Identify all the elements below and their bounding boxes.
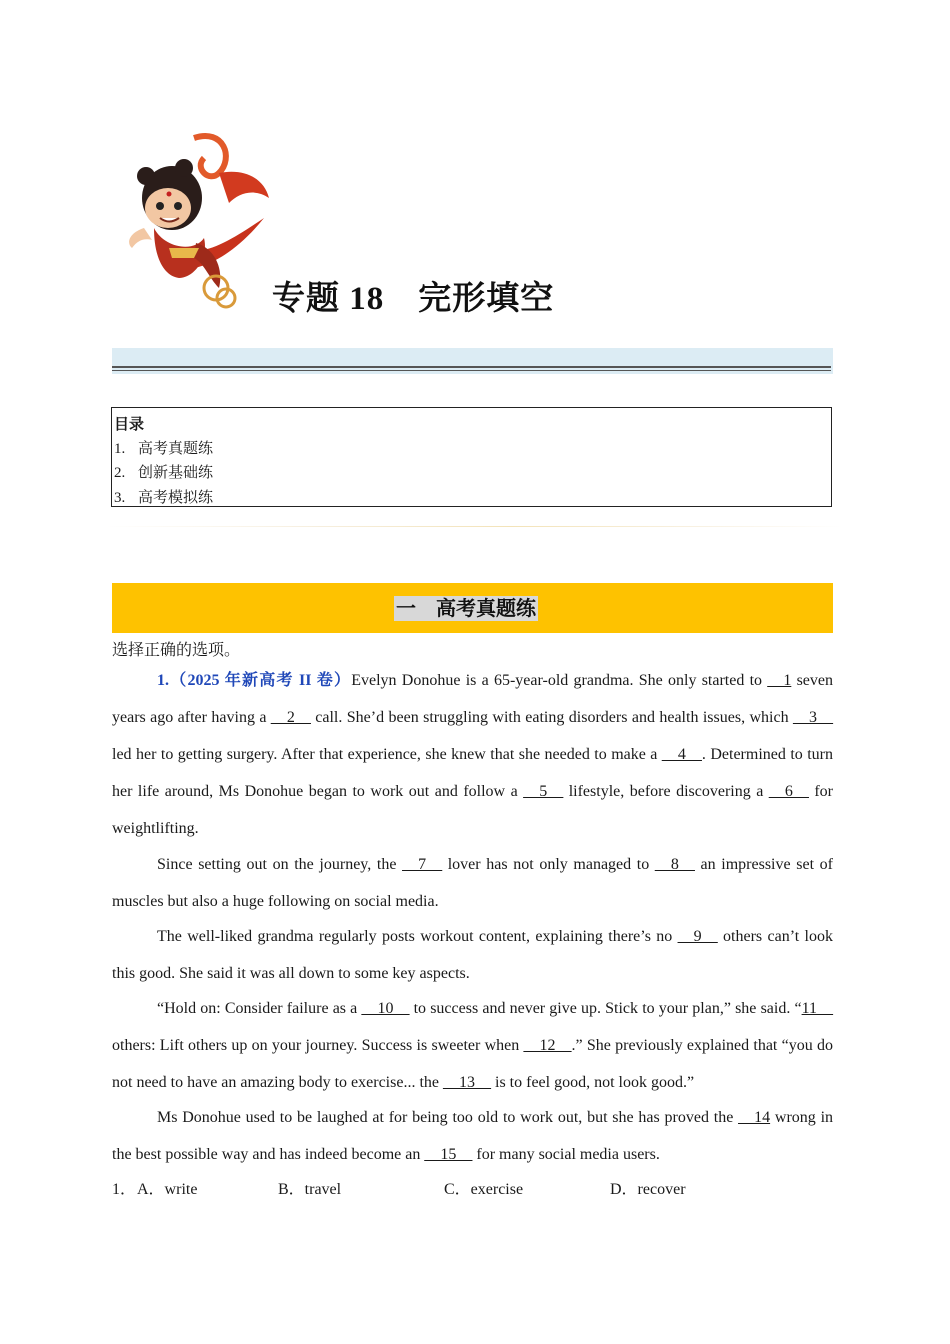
title-divider-thin [112, 370, 831, 371]
blank[interactable]: __9__ [677, 928, 718, 945]
passage-paragraph [112, 1099, 833, 1173]
passage-text: call. She’d been struggling with eating disorders and health issues, which [310, 709, 794, 726]
question-number: 1. [157, 672, 169, 689]
section-separator [105, 526, 843, 527]
toc-item-number: 2. [114, 465, 126, 482]
passage-text: “Hold on: Consider failure as a [157, 1000, 362, 1017]
passage-paragraph [112, 918, 833, 992]
passage-text: is to feel good, not look good.” [491, 1074, 695, 1091]
page-title: 专题 18 完形填空 [272, 281, 555, 317]
blank[interactable]: __4__ [661, 746, 702, 763]
blank[interactable]: __2__ [270, 709, 311, 726]
toc-heading: 目录 [114, 415, 145, 433]
option-a[interactable]: A．write [137, 1181, 198, 1198]
blank[interactable]: __12__ [523, 1037, 572, 1054]
toc-item-number: 3. [114, 489, 126, 506]
blank[interactable]: __14 [738, 1109, 771, 1126]
toc-item-label: 创新基础练 [138, 465, 214, 482]
passage-text: seven years ago after having a [112, 672, 833, 726]
blank[interactable]: __7__ [402, 856, 443, 873]
passage-text: led her to getting surgery. After that experience, she knew that she needed to make a [112, 746, 662, 763]
blank[interactable]: __1 [767, 672, 792, 689]
passage-text: lifestyle, before discovering a [563, 783, 769, 800]
nezha-mascot-icon [124, 128, 272, 310]
blank[interactable]: __10__ [361, 1000, 410, 1017]
passage-text: for weightlifting. [112, 783, 833, 837]
blank[interactable]: __15__ [424, 1146, 473, 1163]
blank[interactable]: __3__ [793, 709, 834, 726]
passage-text: for many social media users. [472, 1146, 660, 1163]
passage-text: to success and never give up. Stick to your plan,” she said. “ [409, 1000, 802, 1017]
question-source: （2025 年新高考 II 卷） [169, 672, 352, 689]
passage-text: wrong in the best possible way and has indeed become an [112, 1109, 834, 1163]
toc-item[interactable] [114, 461, 831, 486]
toc-item-label: 高考真题练 [138, 440, 214, 457]
option-b[interactable]: B．travel [278, 1181, 342, 1198]
blank[interactable]: __5__ [523, 783, 564, 800]
table-of-contents [111, 407, 832, 507]
passage-text: lover has not only managed to [442, 856, 655, 873]
option-c[interactable]: C．exercise [444, 1181, 524, 1198]
instruction-text: 选择正确的选项。 [112, 642, 241, 659]
question-label: 1． [112, 1181, 137, 1198]
passage-paragraph [112, 846, 833, 920]
title-divider [112, 366, 831, 368]
blank[interactable]: 11__ [801, 1000, 833, 1017]
passage-text: an impressive set of muscles but also a huge following on social media. [112, 856, 833, 910]
passage-text: Since setting out on the journey, the [157, 856, 403, 873]
passage-text: Evelyn Donohue is a 65-year-old grandma. She only started to [351, 672, 768, 689]
blank[interactable]: __8__ [654, 856, 695, 873]
passage-text: Ms Donohue used to be laughed at for being too old to work out, but she has proved the [157, 1109, 739, 1126]
blank[interactable]: __6__ [768, 783, 809, 800]
passage-text: others: Lift others up on your journey. Success is sweeter when [112, 1037, 524, 1054]
toc-item-label: 高考模拟练 [138, 489, 214, 506]
toc-item[interactable] [114, 486, 831, 511]
passage-paragraph [112, 662, 833, 847]
passage-text: .” She previously explained that “you do not need to have an amazing body to exercise... the [112, 1037, 833, 1091]
passage-text: . Determined to turn her life around, Ms Donohue began to work out and follow a [112, 746, 834, 800]
passage-text: The well-liked grandma regularly posts workout content, explaining there’s no [157, 928, 678, 945]
passage-text: others can’t look this good. She said it was all down to some key aspects. [112, 928, 833, 982]
passage-paragraph [112, 990, 833, 1101]
section-title: 一 高考真题练 [396, 596, 536, 620]
toc-item-number: 1. [114, 440, 126, 457]
option-d[interactable]: D．recover [610, 1181, 686, 1198]
blank[interactable]: __13__ [443, 1074, 491, 1091]
toc-item[interactable] [114, 437, 831, 462]
